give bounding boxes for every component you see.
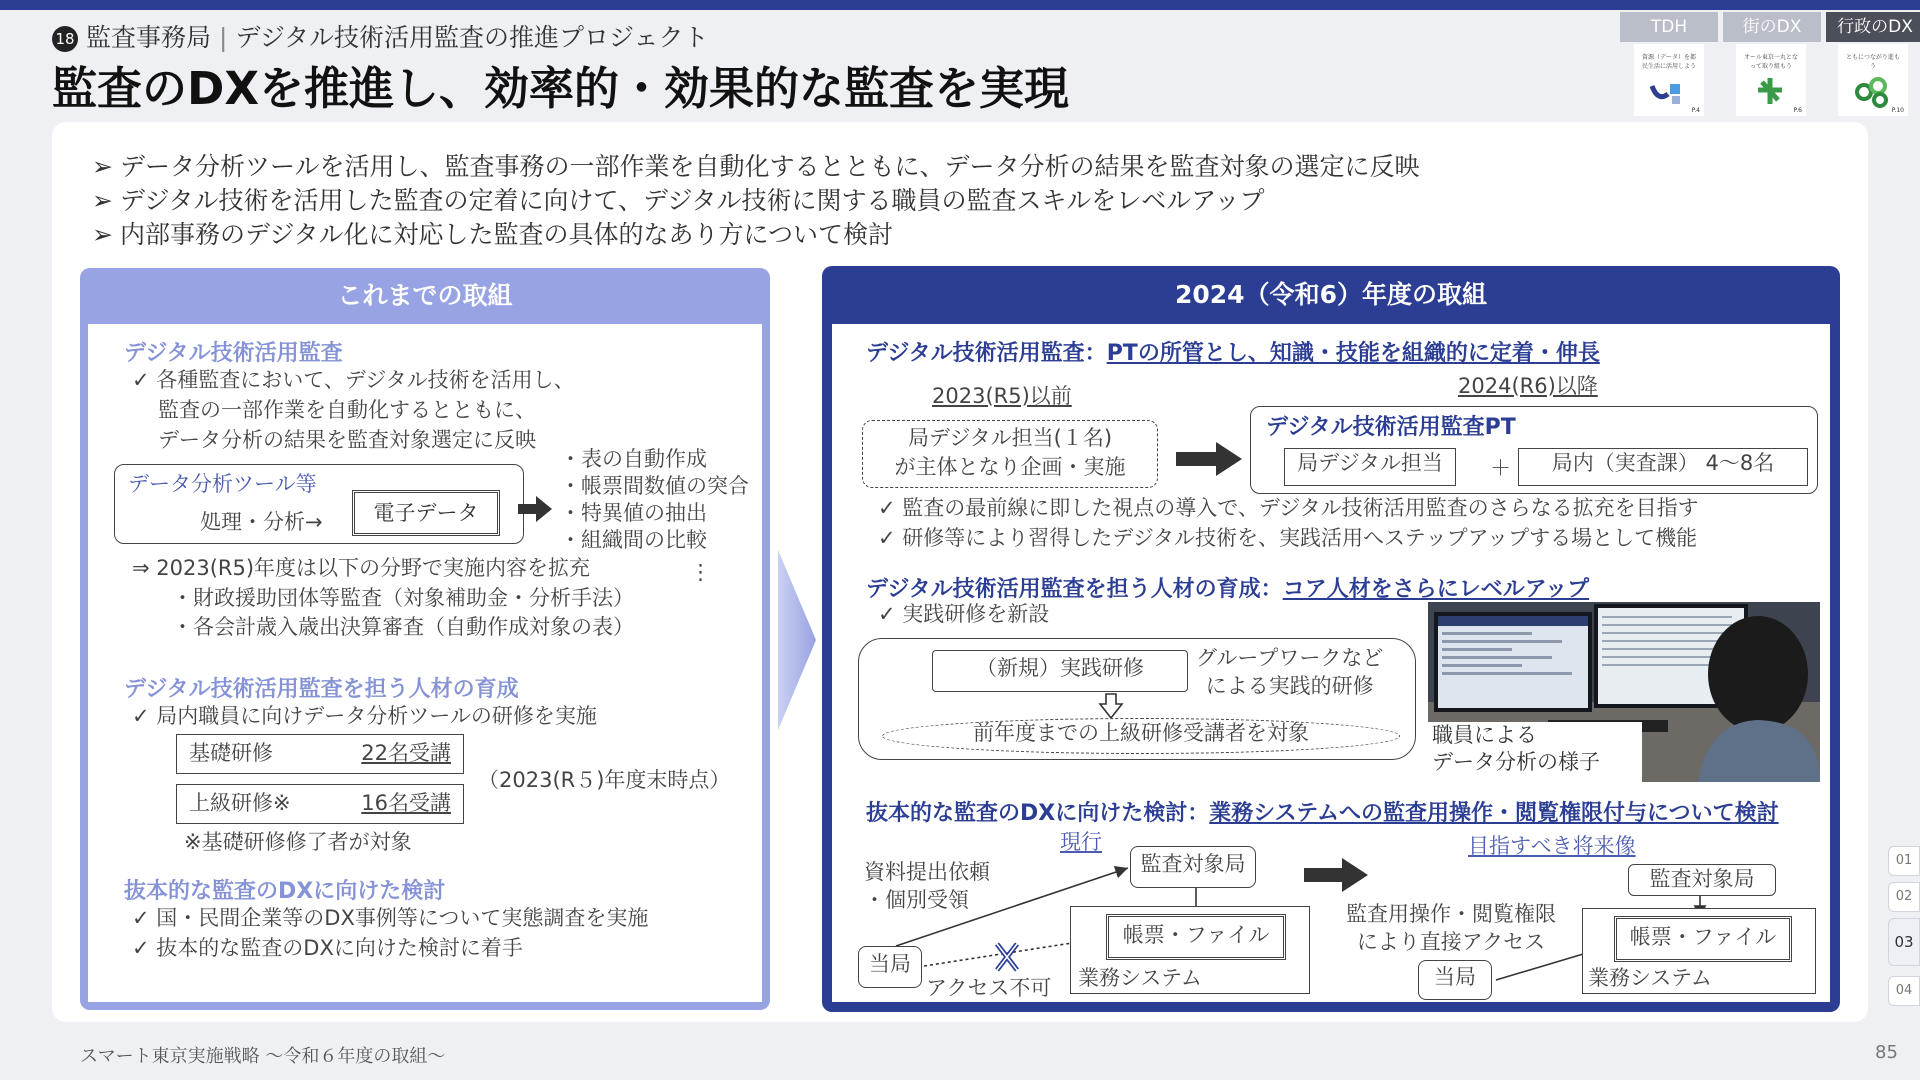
biz-system-label-future: 業務システム — [1588, 966, 1712, 990]
request-text: 資料提出依頼 ・個別受領 — [864, 860, 990, 912]
footer-text: スマート東京実施戦略 〜令和６年度の取組〜 — [80, 1046, 446, 1067]
future-label: 目指すべき将来像 — [1468, 834, 1636, 858]
digital-audit-text: データ分析の結果を監査対象選定に反映 — [158, 428, 536, 452]
advanced-training-label: 上級研修※ — [189, 791, 291, 815]
expansion-item: ・各会計歳入歳出決算審査（自動作成対象の表） — [172, 615, 634, 639]
current-label: 現行 — [1060, 830, 1102, 854]
arrow-bullet-icon: ➢ — [92, 152, 113, 181]
page-nav-01[interactable]: 01 — [1888, 846, 1920, 876]
electronic-data-box: 電子データ — [352, 490, 500, 536]
audited-dept-box-future: 監査対象局 — [1628, 864, 1776, 896]
radical-dx-text: ✓ 国・民間企業等のDX事例等について実態調査を実施 — [132, 906, 649, 930]
tab-tdh[interactable]: TDH — [1620, 12, 1718, 42]
output-item: ・組織間の比較 — [560, 528, 707, 552]
pt-member-section: 局内（実査課） 4〜8名 — [1518, 448, 1808, 486]
thumbnail-city-dx[interactable]: オール東京一丸となって取り組もう P.6 — [1736, 44, 1806, 116]
before-label: 2023(R5)以前 — [932, 384, 1072, 408]
core-hr-heading: デジタル技術活用監査を担う人材の育成：コア人材をさらにレベルアップ — [866, 577, 1590, 602]
target-ellipse: 前年度までの上級研修受講者を対象 — [882, 718, 1400, 754]
ellipsis-icon: ⋮ — [690, 560, 711, 584]
pt-check: ✓ 研修等により習得したデジタル技術を、実践活用へステップアップする場として機能 — [878, 526, 1698, 550]
arrow-bullet-icon: ➢ — [92, 186, 113, 215]
plus-sign: ＋ — [1490, 456, 1511, 480]
forms-files-box-current: 帳票・ファイル — [1106, 914, 1286, 960]
audited-dept-box-current: 監査対象局 — [1130, 846, 1256, 888]
data-tool-label: データ分析ツール等 — [128, 472, 317, 496]
biz-system-label-current: 業務システム — [1078, 966, 1202, 990]
right-arrow-icon — [1304, 858, 1368, 892]
radical-dx-heading: 抜本的な監査のDXに向けた検討 — [124, 879, 446, 904]
section-subtitle: 18 監査事務局 | デジタル技術活用監査の推進プロジェクト — [52, 18, 708, 54]
output-item: ・特異値の抽出 — [560, 501, 707, 525]
page-nav-02[interactable]: 02 — [1888, 882, 1920, 912]
hr-development-text: ✓ 局内職員に向けデータ分析ツールの研修を実施 — [132, 704, 597, 728]
expansion-item: ・財政援助団体等監査（対象補助金・分析手法） — [172, 586, 634, 610]
expansion-text: ⇒ 2023(R5)年度は以下の分野で実施内容を拡充 — [132, 556, 591, 580]
process-label: 処理・分析→ — [200, 510, 323, 534]
output-item: ・帳票間数値の突合 — [560, 474, 749, 498]
pt-heading: デジタル技術活用監査：PTの所管とし、知識・技能を組織的に定着・伸長 — [866, 341, 1600, 366]
blocked-x-icon — [994, 942, 1020, 972]
basic-training-label: 基礎研修 — [189, 741, 273, 765]
pt-member-digital: 局デジタル担当 — [1284, 448, 1456, 486]
digital-audit-text: 監査の一部作業を自動化するとともに、 — [158, 398, 536, 422]
our-bureau-box-future: 当局 — [1418, 960, 1492, 1000]
radical-dx-text: ✓ 抜本的な監査のDXに向けた検討に着手 — [132, 936, 523, 960]
page-nav-03[interactable]: 03 — [1888, 918, 1920, 966]
photo-caption: 職員による データ分析の様子 — [1428, 722, 1642, 782]
page-number: 85 — [1875, 1042, 1898, 1063]
direct-access-text: 監査用操作・閲覧権限 により直接アクセス — [1346, 902, 1556, 954]
arrow-bullet-icon: ➢ — [92, 220, 113, 249]
past-efforts-header: これまでの取組 — [337, 281, 513, 310]
forms-files-box-future: 帳票・ファイル — [1614, 916, 1792, 962]
tab-city-dx[interactable]: 街のDX — [1723, 12, 1821, 42]
department-name: 監査事務局 — [86, 23, 212, 52]
tab-gov-dx[interactable]: 行政のDX — [1826, 12, 1920, 42]
pt-check: ✓ 監査の最前線に即した視点の導入で、デジタル技術活用監査のさらなる拡充を目指す — [878, 496, 1699, 520]
summary-bullet: ➢ データ分析ツールを活用し、監査事務の一部作業を自動化するとともに、データ分析の結果を監査対象の選定に反映 — [92, 150, 1420, 184]
advanced-training-count: 16名受講 — [361, 791, 451, 815]
group-work-text: グループワークなど による実践的研修 — [1196, 646, 1384, 698]
page-nav-04[interactable]: 04 — [1888, 976, 1920, 1006]
system-access-heading: 抜本的な監査のDXに向けた検討：業務システムへの監査用操作・閲覧権限付与について検討 — [866, 801, 1779, 826]
our-bureau-box-current: 当局 — [858, 946, 922, 988]
core-hr-check: ✓ 実践研修を新設 — [878, 602, 1050, 626]
thumbnail-gov-dx[interactable]: ともにつながり進もう P.10 — [1838, 44, 1908, 116]
thumbnail-tdh[interactable]: 資源（データ）を都民生活に活用しよう P.4 — [1634, 44, 1704, 116]
basic-training-count: 22名受講 — [361, 741, 451, 765]
project-number-badge: 18 — [52, 26, 78, 52]
project-name: デジタル技術活用監査の推進プロジェクト — [235, 23, 709, 52]
training-note: ※基礎研修修了者が対象 — [184, 830, 412, 854]
summary-bullet: ➢ デジタル技術を活用した監査の定着に向けて、デジタル技術に関する職員の監査スキルをレベルアップ — [92, 184, 1420, 218]
digital-audit-text: ✓ 各種監査において、デジタル技術を活用し、 — [132, 368, 575, 392]
pt-title: デジタル技術活用監査PT — [1266, 415, 1516, 440]
page-title: 監査のDXを推進し、効率的・効果的な監査を実現 — [52, 62, 1070, 115]
no-access-label: アクセス不可 — [926, 976, 1052, 1000]
fy2024-header: 2024（令和6）年度の取組 — [1175, 280, 1487, 309]
before-box: 局デジタル担当(１名) が主体となり企画・実施 — [862, 420, 1158, 488]
after-label: 2024(R6)以降 — [1458, 374, 1598, 398]
output-item: ・表の自動作成 — [560, 447, 707, 471]
summary-bullet: ➢ 内部事務のデジタル化に対応した監査の具体的なあり方について検討 — [92, 218, 1420, 252]
new-training-box: （新規）実践研修 — [932, 650, 1188, 692]
digital-audit-heading: デジタル技術活用監査 — [124, 341, 343, 366]
as-of-date: （2023(R５)年度末時点） — [478, 768, 731, 792]
hr-development-heading: デジタル技術活用監査を担う人材の育成 — [124, 677, 519, 702]
